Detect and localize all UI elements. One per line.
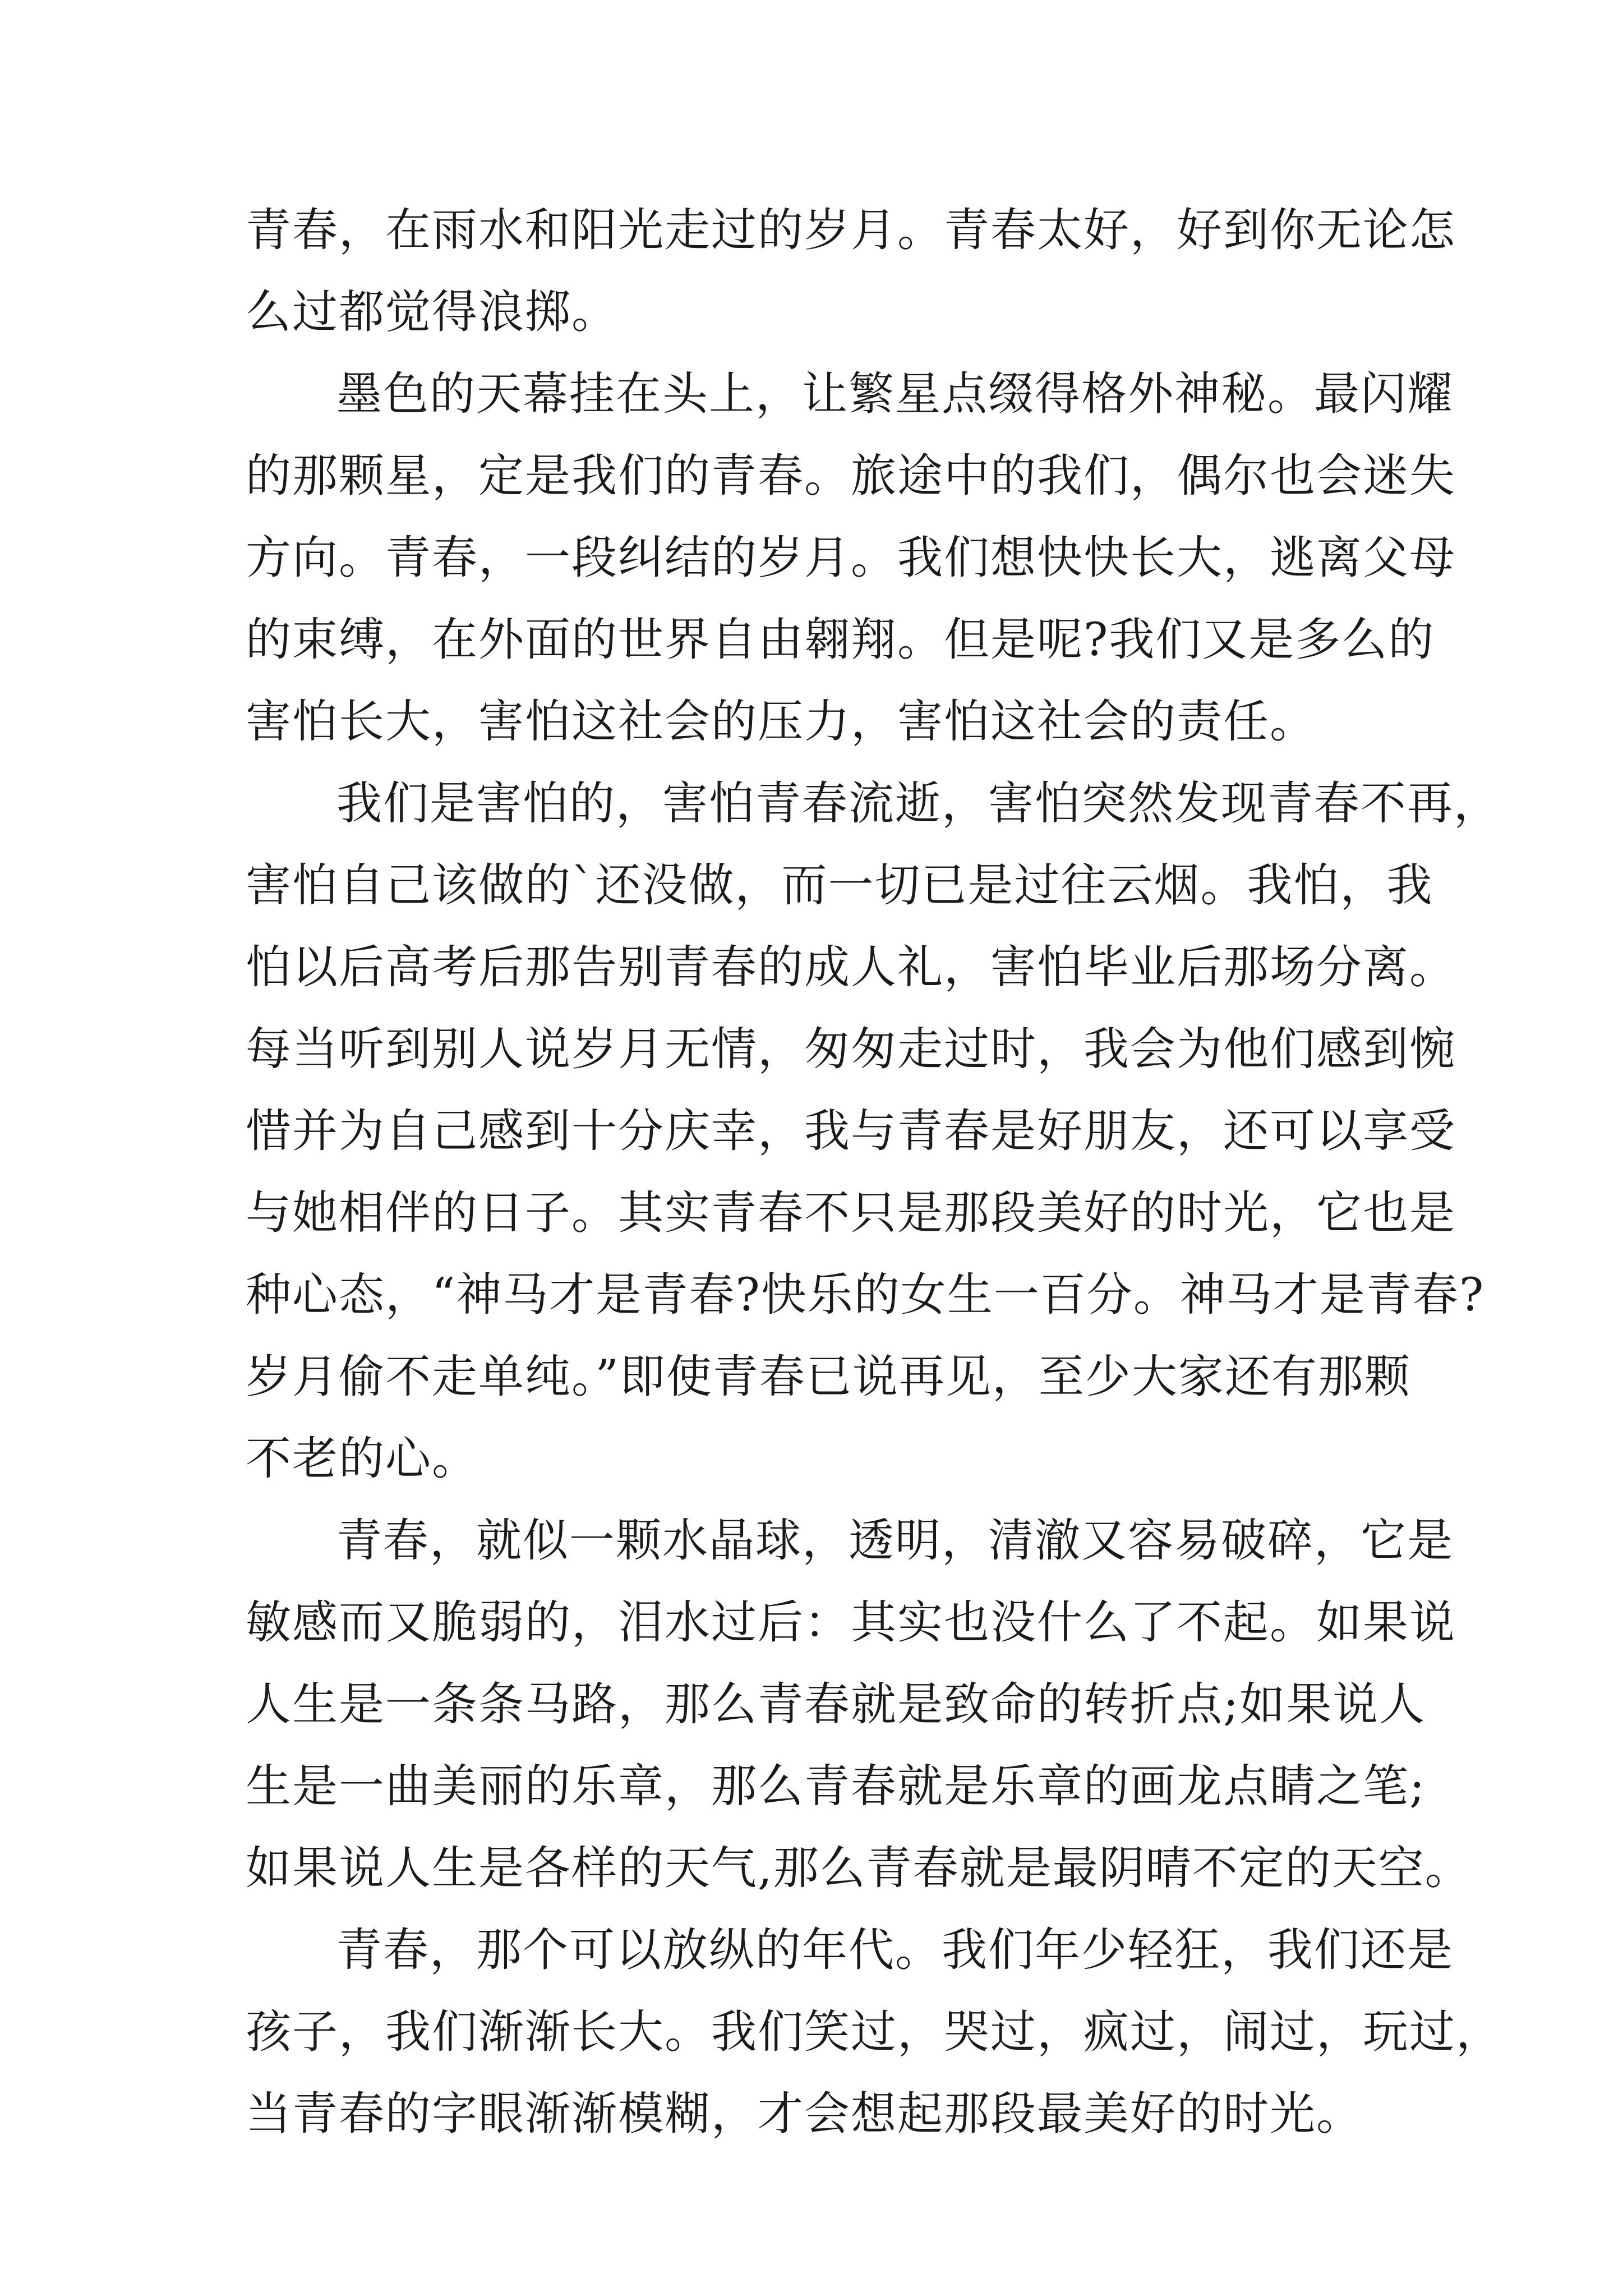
text-line: 岁月偷不走单纯。”即使青春已说再见，至少大家还有那颗 <box>246 1351 1411 1404</box>
text-line: 怕以后高考后那告别青春的成人礼，害怕毕业后那场分离。 <box>246 941 1456 994</box>
text-line: 孩子，我们渐渐长大。我们笑过，哭过，疯过，闹过，玩过， <box>246 2006 1503 2059</box>
text-line: 与她相伴的日子。其实青春不只是那段美好的时光，它也是 <box>246 1187 1456 1240</box>
text-line: 么过都觉得浪掷。 <box>246 286 619 339</box>
text-line: 的束缚，在外面的世界自由翱翔。但是呢?我们又是多么的 <box>246 614 1435 666</box>
text-line: 如果说人生是各样的天气,那么青春就是最阴晴不定的天空。 <box>246 1842 1472 1895</box>
essay-body <box>246 190 1503 2155</box>
text-line: 青春，那个可以放纵的年代。我们年少轻狂，我们还是 <box>336 1924 1454 1977</box>
text-line: 敏感而又脆弱的，泪水过后：其实也没什么了不起。如果说 <box>246 1596 1456 1649</box>
text-line: 每当听到别人说岁月无情，匆匆走过时，我会为他们感到惋 <box>246 1023 1456 1076</box>
text-line: 不老的心。 <box>246 1433 479 1485</box>
text-line: 当青春的字眼渐渐模糊，才会想起那段最美好的时光。 <box>246 2088 1363 2141</box>
text-line: 种心态，“神马才是青春?快乐的女生一百分。神马才是青春? <box>246 1269 1485 1322</box>
text-line: 生是一曲美丽的乐章，那么青春就是乐章的画龙点睛之笔; <box>246 1760 1426 1813</box>
text-line: 墨色的天幕挂在头上，让繁星点缀得格外神秘。最闪耀 <box>336 368 1454 421</box>
text-line: 方向。青春，一段纠结的岁月。我们想快快长大，逃离父母 <box>246 532 1456 585</box>
text-line: 青春，就似一颗水晶球，透明，清澈又容易破碎，它是 <box>336 1515 1454 1567</box>
text-line: 害怕自己该做的`还没做，而一切已是过往云烟。我怕，我 <box>246 859 1433 912</box>
paragraph-1 <box>246 190 1456 353</box>
text-line: 我们是害怕的，害怕青春流逝，害怕突然发现青春不再， <box>336 777 1501 830</box>
text-line: 人生是一条条马路，那么青春就是致命的转折点;如果说人 <box>246 1678 1426 1731</box>
paragraph-4 <box>246 1500 1472 1910</box>
text-line: 青春，在雨水和阳光走过的岁月。青春太好，好到你无论怎 <box>246 204 1456 257</box>
text-line: 惜并为自己感到十分庆幸，我与青春是好朋友，还可以享受 <box>246 1105 1456 1158</box>
paragraph-5 <box>246 1910 1503 2155</box>
paragraph-2 <box>246 353 1456 763</box>
text-line: 害怕长大，害怕这社会的压力，害怕这社会的责任。 <box>246 696 1317 748</box>
text-line: 的那颗星，定是我们的青春。旅途中的我们，偶尔也会迷失 <box>246 450 1456 503</box>
paragraph-3 <box>246 763 1501 1500</box>
